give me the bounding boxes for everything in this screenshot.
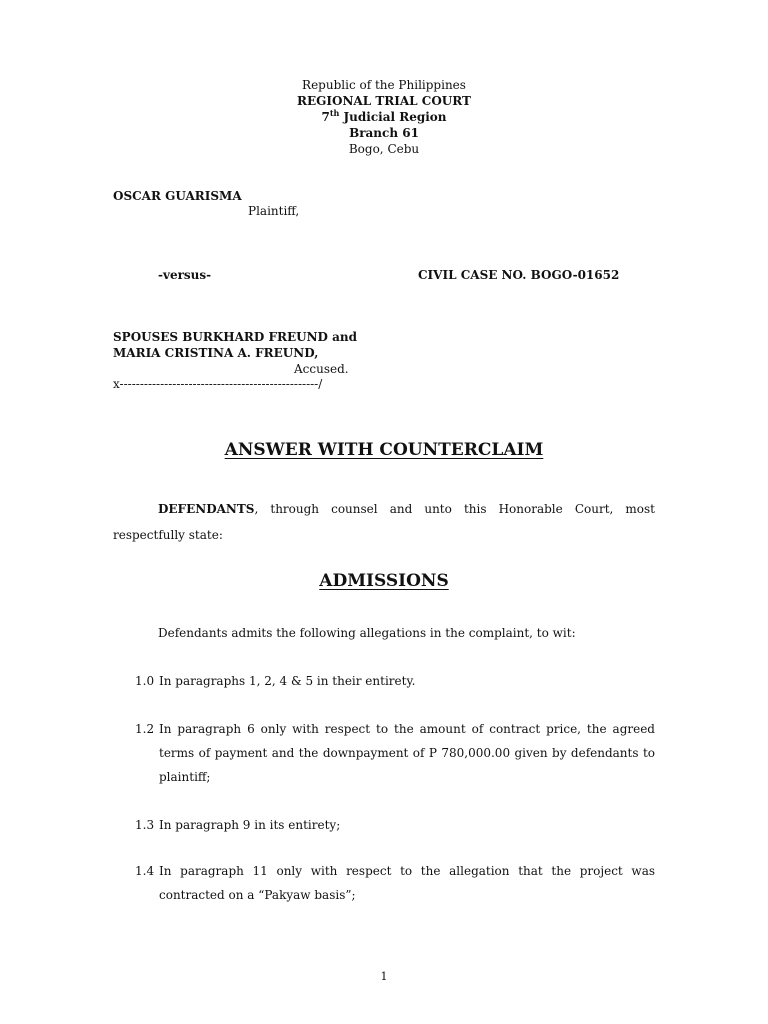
item-text: In paragraph 9 in its entirety; (159, 818, 341, 832)
header-republic: Republic of the Philippines (302, 78, 466, 92)
defendant-role: Accused. (294, 362, 349, 376)
item-text: In paragraph 6 only with respect to the amount of contract price, the agreed terms of payment and the downpayment of P 780,000.00 given by defendants to plaintiff; (159, 722, 655, 784)
plaintiff-name: OSCAR GUARISMA (113, 189, 242, 203)
section-intro: Defendants admits the following allegations in the complaint, to wit: (158, 626, 576, 640)
intro-bold: DEFENDANTS (158, 502, 255, 516)
item-text: In paragraph 11 only with respect to the allegation that the project was contracted on a “Pakyaw basis”; (159, 864, 655, 902)
item-text: In paragraphs 1, 2, 4 & 5 in their entirety. (159, 674, 416, 688)
plaintiff-role: Plaintiff, (248, 204, 300, 218)
section-title: ADMISSIONS (319, 571, 449, 591)
defendant-line-1: SPOUSES BURKHARD FREUND and (113, 330, 358, 344)
item-number: 1.4 (135, 864, 155, 878)
page-number: 1 (380, 970, 388, 983)
item-number: 1.0 (135, 674, 155, 688)
defendant-line-2: MARIA CRISTINA A. FREUND, (113, 346, 319, 360)
intro-paragraph: DEFENDANTS, through counsel and unto this Honorable Court, most respectfully state: (113, 502, 655, 542)
versus-label: -versus- (158, 268, 212, 282)
caption-divider: x-------------------------------------------------/ (113, 377, 323, 391)
header-court: REGIONAL TRIAL COURT (297, 94, 471, 108)
header-branch: Branch 61 (349, 126, 419, 140)
item-number: 1.2 (135, 722, 155, 736)
header-region: 7th Judicial Region (321, 108, 447, 124)
header-location: Bogo, Cebu (348, 142, 420, 156)
case-number: CIVIL CASE NO. BOGO-01652 (418, 268, 620, 282)
document-title: ANSWER WITH COUNTERCLAIM (224, 440, 544, 460)
item-number: 1.3 (135, 818, 155, 832)
